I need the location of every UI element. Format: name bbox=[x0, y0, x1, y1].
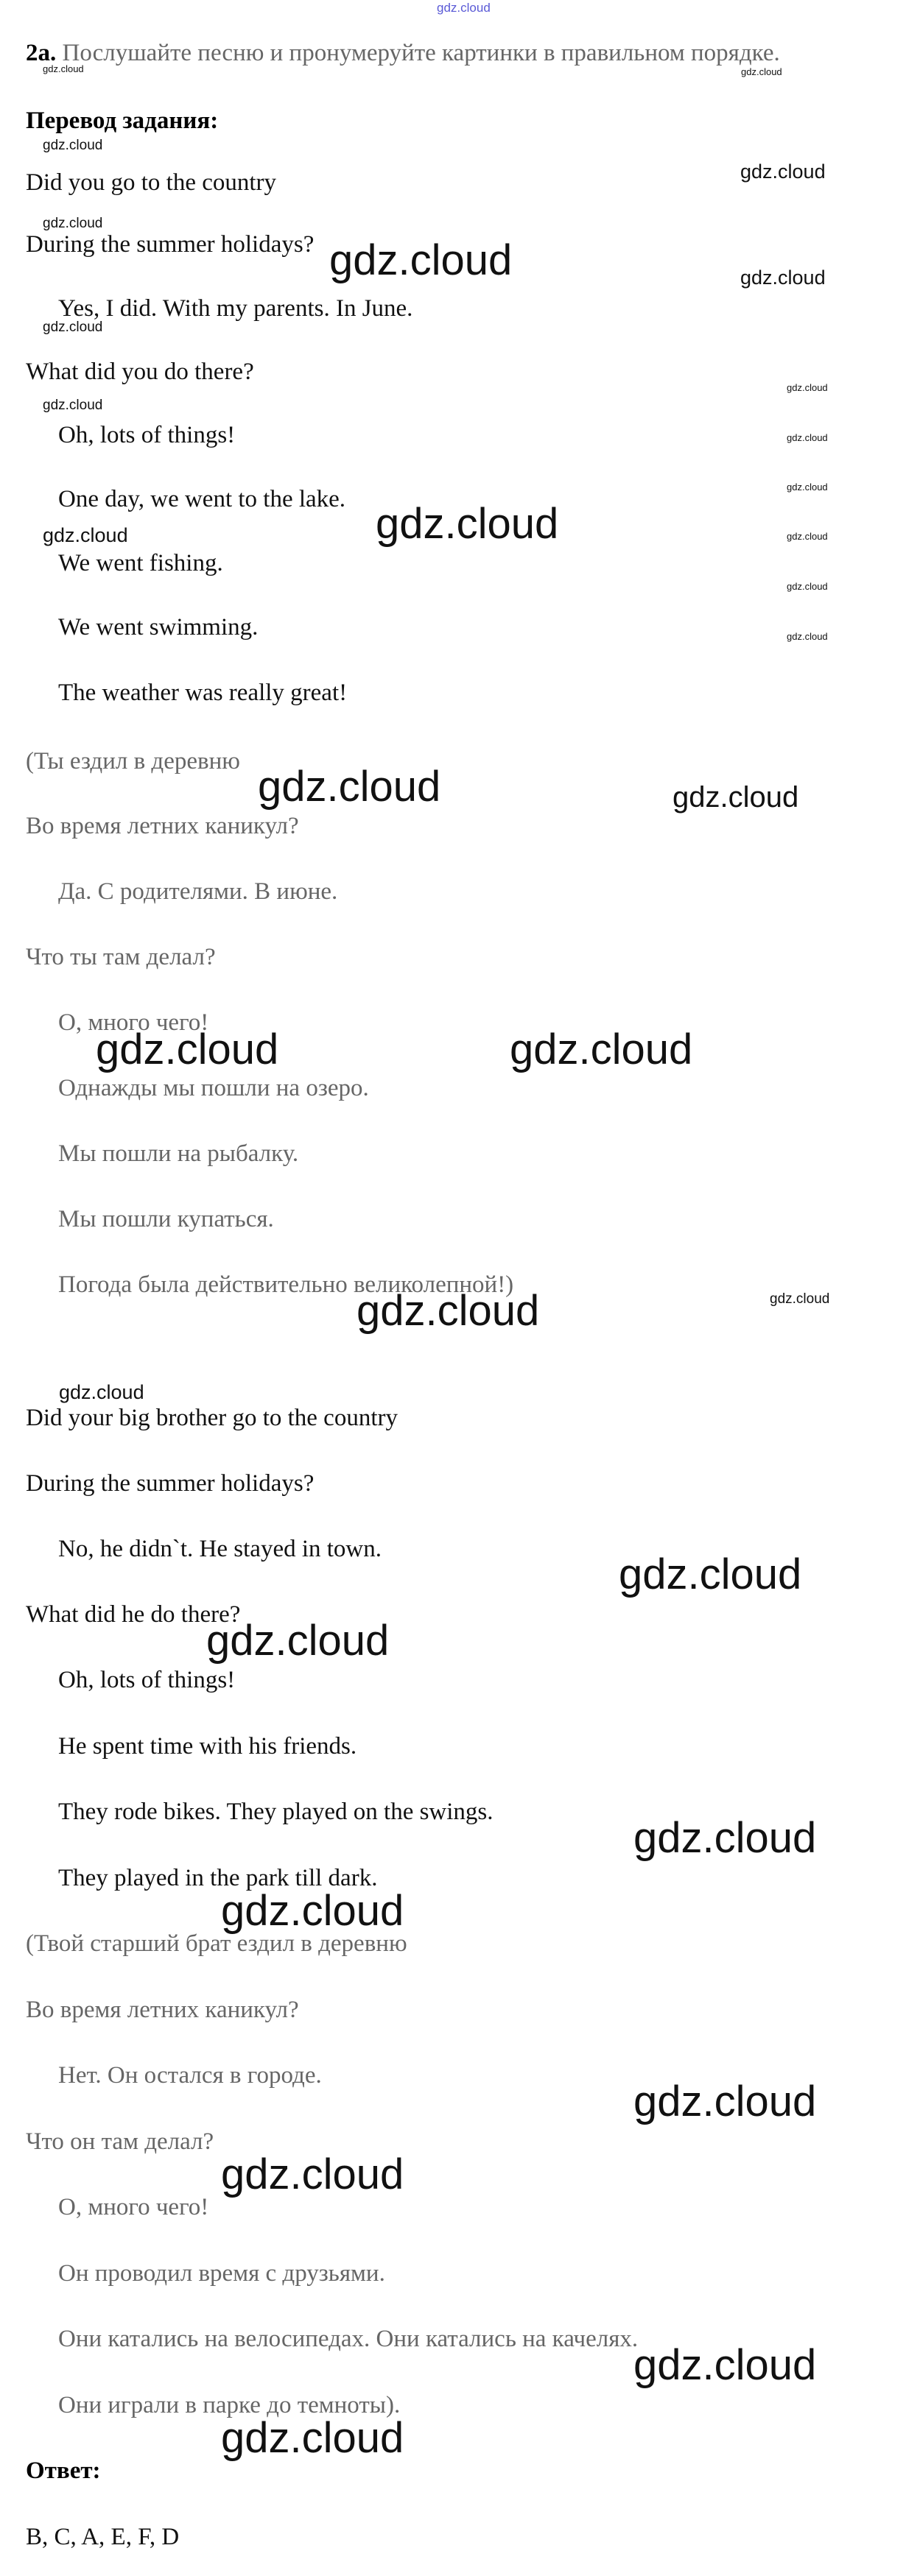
song1-en-line: During the summer holidays? bbox=[26, 231, 315, 258]
song2-en-line: Oh, lots of things! bbox=[58, 1667, 236, 1693]
watermark-link[interactable]: gdz.cloud bbox=[437, 1, 491, 15]
watermark: gdz.cloud bbox=[787, 382, 828, 393]
watermark: gdz.cloud bbox=[329, 236, 513, 284]
song1-en-line: Yes, I did. With my parents. In June. bbox=[58, 295, 413, 322]
watermark: gdz.cloud bbox=[43, 138, 103, 153]
watermark: gdz.cloud bbox=[787, 481, 828, 493]
song2-ru-line: Во время летних каникул? bbox=[26, 1997, 299, 2023]
watermark: gdz.cloud bbox=[43, 63, 84, 74]
watermark: gdz.cloud bbox=[787, 531, 828, 542]
task-header bbox=[26, 38, 780, 68]
watermark: gdz.cloud bbox=[787, 631, 828, 642]
watermark: gdz.cloud bbox=[740, 160, 826, 183]
watermark: gdz.cloud bbox=[43, 524, 128, 546]
watermark: gdz.cloud bbox=[673, 781, 799, 814]
watermark: gdz.cloud bbox=[221, 2150, 404, 2198]
watermark: gdz.cloud bbox=[221, 1887, 404, 1935]
watermark: gdz.cloud bbox=[619, 1550, 802, 1598]
song1-en-line: Oh, lots of things! bbox=[58, 422, 236, 448]
translation-heading: Перевод задания: bbox=[26, 107, 219, 134]
song2-en-line: During the summer holidays? bbox=[26, 1470, 315, 1497]
song1-ru-line: (Ты ездил в деревню bbox=[26, 748, 240, 774]
watermark: gdz.cloud bbox=[258, 763, 441, 811]
song2-en-line: No, he didn`t. He stayed in town. bbox=[58, 1536, 382, 1562]
song1-en-line: Did you go to the country bbox=[26, 169, 277, 196]
watermark: gdz.cloud bbox=[787, 581, 828, 592]
watermark: gdz.cloud bbox=[770, 1291, 830, 1307]
song1-en-line: What did you do there? bbox=[26, 359, 254, 385]
song2-ru-line: Нет. Он остался в городе. bbox=[58, 2062, 322, 2089]
watermark: gdz.cloud bbox=[43, 216, 103, 231]
watermark: gdz.cloud bbox=[633, 2078, 817, 2125]
watermark: gdz.cloud bbox=[510, 1026, 693, 1073]
song2-ru-line: Он проводил время с друзьями. bbox=[58, 2260, 385, 2287]
watermark: gdz.cloud bbox=[357, 1287, 540, 1335]
song2-en-line: What did he do there? bbox=[26, 1601, 241, 1628]
watermark: gdz.cloud bbox=[740, 267, 826, 289]
watermark: gdz.cloud bbox=[59, 1381, 144, 1403]
song2-ru-line: Они играли в парке до темноты). bbox=[58, 2392, 401, 2418]
song2-en-line: They played in the park till dark. bbox=[58, 1865, 378, 1891]
song1-en-line: We went fishing. bbox=[58, 550, 223, 576]
watermark: gdz.cloud bbox=[43, 320, 103, 335]
song2-ru-line: Они катались на велосипедах. Они катались на качелях. bbox=[58, 2326, 639, 2352]
song1-en-line: One day, we went to the lake. bbox=[58, 486, 346, 512]
song1-ru-line: Что ты там делал? bbox=[26, 944, 216, 970]
watermark: gdz.cloud bbox=[633, 1814, 817, 1862]
task-number: 2a. bbox=[26, 40, 57, 66]
song2-en-line: He spent time with his friends. bbox=[58, 1733, 357, 1760]
watermark: gdz.cloud bbox=[787, 432, 828, 443]
answer-heading: Ответ: bbox=[26, 2457, 101, 2484]
song1-ru-line: Однажды мы пошли на озеро. bbox=[58, 1075, 369, 1101]
watermark: gdz.cloud bbox=[206, 1617, 390, 1665]
song1-en-line: The weather was really great! bbox=[58, 680, 348, 706]
song2-ru-line: Что он там делал? bbox=[26, 2128, 214, 2155]
song2-en-line: Did your big brother go to the country bbox=[26, 1405, 398, 1431]
song1-ru-line: Мы пошли купаться. bbox=[58, 1206, 274, 1232]
song2-ru-line: О, много чего! bbox=[58, 2194, 209, 2220]
song1-ru-line: Во время летних каникул? bbox=[26, 813, 299, 839]
song2-ru-line: (Твой старший брат ездил в деревню bbox=[26, 1930, 407, 1957]
song2-en-line: They rode bikes. They played on the swings. bbox=[58, 1799, 494, 1825]
song1-ru-line: Мы пошли на рыбалку. bbox=[58, 1140, 299, 1167]
watermark: gdz.cloud bbox=[741, 66, 782, 77]
watermark: gdz.cloud bbox=[96, 1026, 279, 1073]
song1-ru-line: О, много чего! bbox=[58, 1009, 209, 1036]
task-instruction: Послушайте песню и пронумеруйте картинки в правильном порядке. bbox=[62, 40, 780, 66]
song1-en-line: We went swimming. bbox=[58, 614, 259, 641]
watermark: gdz.cloud bbox=[376, 500, 559, 548]
watermark: gdz.cloud bbox=[221, 2414, 404, 2462]
watermark: gdz.cloud bbox=[43, 398, 103, 413]
watermark: gdz.cloud bbox=[633, 2341, 817, 2389]
answer-value: B, C, A, E, F, D bbox=[26, 2524, 180, 2550]
song1-ru-line: Погода была действительно великолепной!) bbox=[58, 1271, 514, 1298]
song1-ru-line: Да. С родителями. В июне. bbox=[58, 878, 338, 905]
